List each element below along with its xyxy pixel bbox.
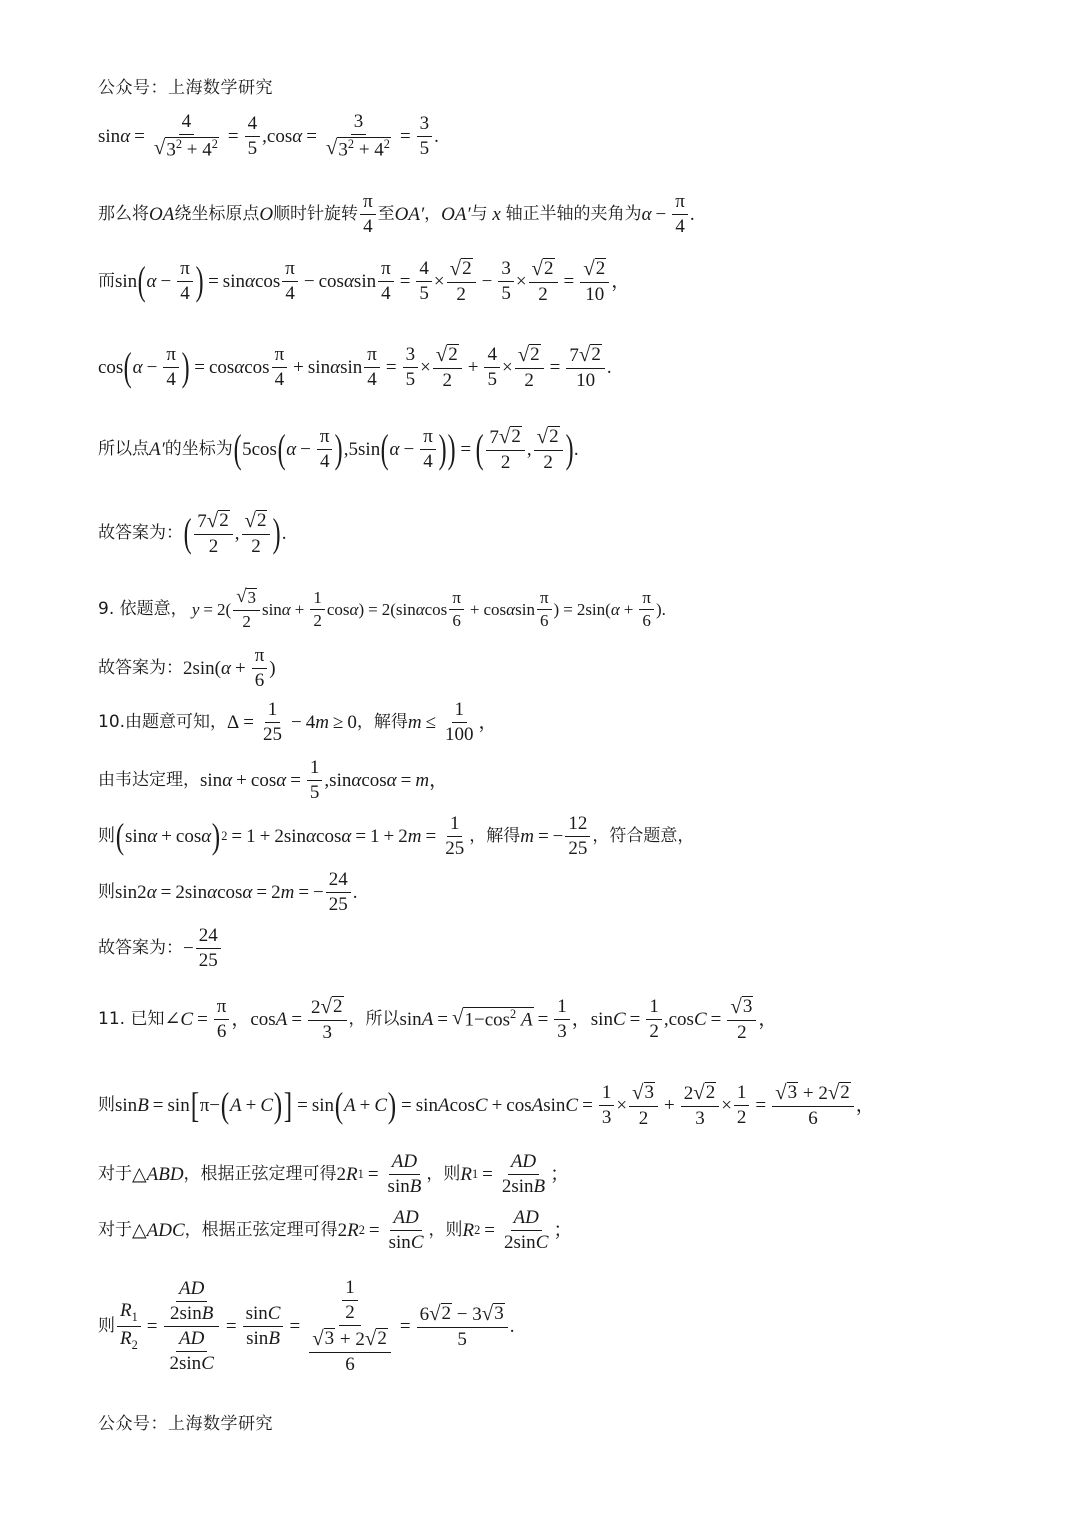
rotation-statement: 那么将 OA 绕坐标原点 O 顺时针旋转 π 4 至 OA′ ， OA′ 与 x 轴正半轴的夹角为 α − $\frac{\pi}{4}$ . [98,191,695,237]
problem-10-sin2a: 则 sin2 α = 2sin α cos α = 2 m = − $\frac{24}{25}$ . [98,869,358,915]
eq-sin-diff: 而 sin ( α − $\frac{\pi}{4}$ ) = sin α cos π 4 − cos α sin $\frac{\pi}{4}$ = $\frac{4}{5}$ × √ 2 2 − $\frac{3}{5}$ × √ 2 2 = √ 2 10 ， [98,256,631,305]
answer-9: 故答案为： 2sin( α + $\frac{\pi}{6}$ ) [98,645,276,691]
problem-11-abd: 对于 △ABD ，根据正弦定理可得 2 R 1 = $\frac{AD}{\sin B}$ ，则 R 1 = $\frac{AD}{2\sin B}$ ； [98,1151,570,1197]
eq-cos-diff: cos ( α − $\frac{\pi}{4}$ ) = cos α cos π 4 + sin α sin $\frac{\pi}{4}$ = $\frac{3}{5}$ × √ 2 2 + $\frac{4}{5}$ × √ 2 2 = 7 √ 2 10 . [98,342,612,391]
problem-9: 9. 依题意， y = 2( √ 3 2 sin α + $\frac{1}{2}$ cos α ) = 2(sin α cos π 6 + cos α sin $\frac{\pi}{6}$ ) = 2sin( α + $\frac{\pi}{6}$ ). [98,586,666,631]
problem-10-vieta: 由韦达定理， sin α + cos α = $\frac{1}{5}$ ,sin α cos α = m ， [98,757,449,803]
problem-10-line1: 10.由题意可知， Δ = $\frac{1}{25}$ − 4 m ≥ 0 ，解得 m ≤ $\frac{1}{100}$ ， [98,699,498,745]
coord-A-prime: 所以点 A′ 的坐标为 ( 5cos ( α − $\frac{\pi}{4}$ ) ,5sin ( α − $\frac{\pi}{4}$ ) ) = ( 7 √ 2 2 , √ 2 2 ) . [98,424,579,473]
page-header: 公众号：上海数学研究 [98,78,273,98]
answer-8: 故答案为： ( 7 √ 2 2 , √ 2 2 ) . [98,508,287,557]
problem-11-ratio: 则 $\frac{R_1}{R_2}$ = $\frac{\frac{AD}{2\sin B}}{\frac{AD}{2\sin C}}$ = $\frac{\sin C}{\sin B}$ = $\frac{1}{2}$ √ 3 + 2 √ 2 6 = 6 √ 2 − 3 √ 3 5 . [98,1277,515,1375]
eq-sin-cos-alpha: sin α = 4 √ $3^2 + 4^2$ = $\frac{4}{5}$ ,cos α = 3 √ $3^2 + 4^2$ = $\frac{3}{5}$ . [98,111,439,161]
problem-11-adc: 对于 △ADC ，根据正弦定理可得 2 R 2 = $\frac{AD}{\sin C}$ ，则 R 2 = $\frac{AD}{2\sin C}$ ； [98,1207,573,1253]
problem-10-square: 则 ( sin α + cos α ) 2 = 1 + 2sin α cos α = 1 + 2 m = $\frac{1}{25}$ ，解得 m = − $\frac{12}{25}$ ，符合题意， [98,813,695,859]
problem-11-line1: 11. 已知 ∠ C = $\frac{\pi}{6}$ ，cos A = 2 √ 2 3 ，所以 sin A = √ $1-\cos^2$ A = $\frac{1}{3}$ ，sin C = $\frac{1}{2}$ ,cos C = √ 3 2 ， [98,994,778,1043]
answer-10: 故答案为： − 24 25 [98,926,223,971]
problem-11-sinB: 则 sin B = sin [ π− ( A + C ) ] = sin ( A + C ) = sin A cos C + cos A sin C = $\frac{1}{3}$ × √ 3 2 + 2 √ 2 3 × $\frac{1}{2}$ = √ 3 + 2 √ 2 6 ， [98,1080,875,1129]
page-footer: 公众号：上海数学研究 [98,1414,273,1434]
